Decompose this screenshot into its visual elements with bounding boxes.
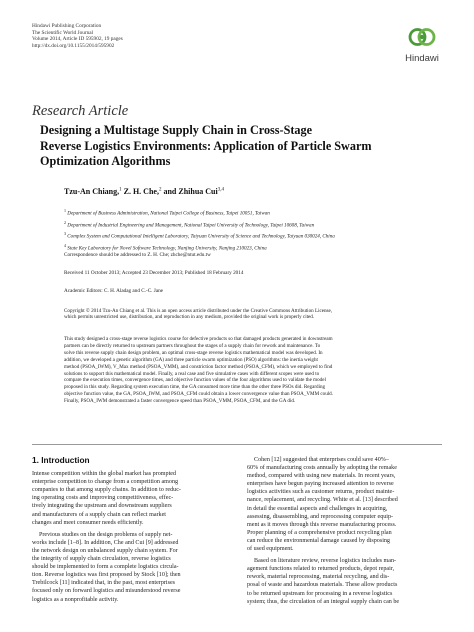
affiliation-item: [64, 219, 454, 231]
abstract-line: This study designed a cross-stage reverse logistics course for defective products so that damaged products generated in downstream: [64, 336, 333, 342]
text-line: rework, material reprocessing, material recycling, and dis-: [247, 574, 390, 581]
paper-title: [40, 123, 370, 170]
hindawi-logo: [400, 22, 444, 76]
text-line: logistics activities such as customer returns, product mainte-: [247, 489, 395, 496]
affiliation-text: Department of Industrial Engineering and Management, National Taipei University of Technology, Taipei 10608, Taiwan: [66, 222, 315, 229]
author-name: Tzu-An Chiang,: [64, 187, 120, 196]
text-line: enterprises have begun paying increased attention to reverse: [247, 481, 394, 488]
text-line: should be implemented to form a complete logistics circula-: [32, 564, 179, 571]
text-line: in detail the essential aspects and challenges in acquiring,: [247, 505, 388, 512]
text-line: Previous studies on the design problems of supply net-: [39, 531, 173, 538]
author-affil-mark: 3,4: [217, 187, 224, 193]
paragraph: [247, 456, 442, 553]
paragraph: [32, 531, 227, 604]
text-line: tively integrating the upstream and downstream suppliers: [32, 503, 172, 510]
affiliation-text: Department of Business Administration, National Taipei College of Business, Taipei 10051, Taiwan: [66, 210, 270, 217]
text-line: 60% of manufacturing costs annually by adopting the remake: [247, 465, 397, 472]
text-line: can reduce the environmental damage caused by disposing: [247, 537, 390, 544]
text-line: assessing, disassembling, and reprocessing computer equip-: [247, 513, 394, 520]
text-line: agement functions related to returned products, depot repair,: [247, 566, 395, 573]
publication-info: [32, 23, 292, 50]
section-heading: 1. Introduction: [32, 455, 90, 465]
text-line: nance, replacement, and recycling. White et al. [13] described: [247, 497, 398, 504]
affiliation-text: Complex System and Computational Intelligent Laboratory, Taiyuan University of Science and Technology, Taiyuan 030024, China: [66, 233, 335, 240]
paragraph: [247, 557, 442, 606]
author-affil-mark: 1: [119, 187, 122, 193]
affiliation-mark: 1: [64, 208, 66, 213]
publisher-name: Hindawi Publishing Corporation: [32, 23, 102, 29]
text-line: the integrity of supply chain circulation, reverse logistics: [32, 556, 171, 563]
text-line: companies to that among supply chains. In addition to reduc-: [32, 487, 181, 494]
hindawi-logo-text: Hindawi: [405, 53, 439, 64]
text-line: tion. Reverse logistics was first proposed by Stock [10]; then: [32, 572, 181, 579]
text-line: ment as it moves through this reverse manufacturing process.: [247, 521, 397, 528]
affiliations: [64, 207, 454, 253]
body-column-left: [32, 456, 227, 604]
hindawi-logo-icon: [407, 22, 437, 52]
academic-editors: Academic Editors: C. H. Aladag and C.-C. Jane: [64, 288, 163, 294]
abstract-line: method (PSOA_IWM), V_Max method (PSOA_VMM), and constriction factor method (PSOA_CFM), which we employed to find: [64, 363, 333, 370]
abstract-line: objective function value, the GA, PSOA_IWM, and PSOA_CFM could obtain a lower convergence value than PSOA_VMM could.: [64, 391, 333, 398]
text-line: Trebilcock [11] indicated that, in the past, most enterprises: [32, 580, 176, 587]
text-line: and manufacturers of a supply chain can reflect market: [32, 511, 167, 518]
author-affil-mark: 2: [158, 187, 162, 193]
text-line: ing operating costs and improving competitiveness, effec-: [32, 495, 174, 502]
text-line: Based on literature review, reverse logistics includes man-: [254, 558, 397, 565]
author-name: Z. H. Che,: [121, 187, 159, 196]
text-line: enterprise competition to change from a competition among: [32, 479, 179, 486]
volume-info: Volume 2014, Article ID 595902, 19 pages: [32, 36, 123, 43]
abstract: [64, 336, 438, 405]
text-line: system; thus, the circulation of an integral supply chain can be: [247, 598, 400, 605]
abstract-line: Finally, PSOA_IWM demonstrated a faster convergence speed than PSOA_VMM, PSOA_CFM, and the GA did.: [64, 398, 296, 405]
doi-link[interactable]: http://dx.doi.org/10.1155/2014/595902: [32, 43, 115, 50]
article-type: Research Article: [32, 103, 129, 119]
text-line: method, compared with using new materials. In recent years,: [247, 473, 396, 480]
body-column-right: [247, 456, 442, 606]
paragraph: [32, 470, 227, 527]
text-line: Cohen [12] suggested that enterprises could save 40%–: [254, 457, 389, 463]
affiliation-mark: 3: [64, 231, 66, 237]
abstract-line: solve this reverse supply chain design problem, an optimal cross-stage reverse logistics mathematical model was developed. In: [64, 349, 323, 356]
affiliation-mark: 2: [64, 219, 66, 225]
copyright-line: which permits unrestricted use, distribution, and reproduction in any medium, provided the original work is properly cited.: [64, 314, 315, 321]
publication-dates: Received 11 October 2013; Accepted 23 December 2013; Published 18 February 2014: [64, 270, 244, 276]
title-line: Designing a Multistage Supply Chain in Cross-Stage: [40, 123, 313, 137]
author-name: and Zhihua Cui: [161, 187, 218, 196]
text-line: focused only on forward logistics and misunderstood reverse: [32, 588, 181, 595]
text-line: to be returned upstream for processing in a reverse logistics: [247, 590, 393, 597]
copyright-notice: [64, 308, 438, 321]
section-divider: [32, 444, 442, 445]
abstract-line: proposed in this study. Regarding system execution time, the GA consumed more time than the other three PSOs did. Regarding: [64, 384, 326, 391]
text-line: Intense competition within the global market has prompted: [32, 471, 177, 478]
affiliation-item: [64, 230, 454, 242]
text-line: of used equipment.: [247, 546, 294, 553]
text-line: logistics as a nonprofitable activity.: [32, 596, 119, 603]
abstract-line: compare the execution times, convergence times, and objective function values of the four algorithms used to validate the model: [64, 377, 326, 384]
abstract-line: solutions to support this mathematical model. Finally, a real case and five simulative cases with different scopes were used to: [64, 370, 320, 377]
text-line: works include [1–8]. In addition, Che and Cui [9] addressed: [32, 539, 179, 546]
affiliation-text: State Key Laboratory for Novel Software Technology, Nanjing University, Nanjing 210023, China: [66, 245, 267, 252]
text-line: posal of waste and hazardous materials. These allow products: [247, 582, 398, 589]
affiliation-mark: 4: [64, 242, 66, 248]
author-list: [64, 187, 224, 196]
affiliation-item: [64, 207, 454, 219]
copyright-line: Copyright © 2014 Tzu-An Chiang et al. This is an open access article distributed under the Creative Commons Attribution License,: [64, 308, 333, 314]
text-line: changes and meet consumer needs efficiently.: [32, 519, 144, 526]
text-line: the network design on unbalanced supply chain system. For: [32, 547, 178, 554]
title-line: Optimization Algorithms: [40, 154, 171, 168]
abstract-line: addition, we developed a genetic algorithm (GA) and three particle swarm optimization (PSO) algorithms: the inertia weight: [64, 356, 318, 363]
correspondence: Correspondence should be addressed to Z. H. Che; zhche@ntut.edu.tw: [64, 252, 211, 258]
text-line: Proper planning of a comprehensive product recycling plan: [247, 529, 392, 536]
journal-name: The Scientific World Journal: [32, 29, 94, 36]
abstract-line: partners can be directly returned to upstream partners throughout the stages of a supply chain for rework and maintenance. To: [64, 342, 321, 349]
title-line: Reverse Logistics Environments: Application of Particle Swarm: [40, 138, 372, 153]
